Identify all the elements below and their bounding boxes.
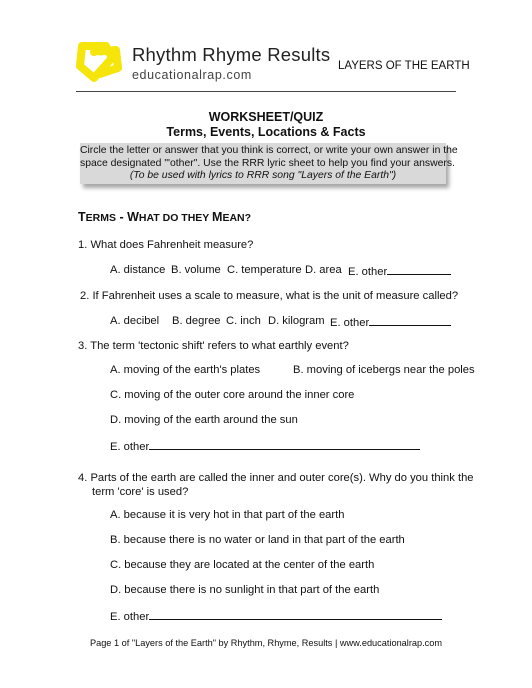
question-4-line-2: term 'core' is used? — [92, 486, 189, 498]
q1-answer-blank[interactable] — [387, 264, 451, 275]
instructions-line-2: space designated "'other". Use the RRR lyric sheet to help you find your answers. — [80, 157, 455, 169]
worksheet-subtitle: Terms, Events, Locations & Facts — [166, 125, 366, 139]
q1-option-b[interactable]: B. volume — [171, 264, 221, 276]
website: educationalrap.com — [132, 68, 252, 82]
question-2: 2. If Fahrenheit uses a scale to measure, what is the unit of measure called? — [80, 290, 459, 302]
instructions-box — [80, 143, 458, 184]
header-divider — [76, 91, 456, 92]
q2-option-d[interactable]: D. kilogram — [268, 315, 325, 327]
section-heading: TERMS - WHAT DO THEY MEAN? — [78, 210, 252, 224]
q3-option-c[interactable]: C. moving of the outer core around the inner core — [110, 389, 355, 401]
q1-option-a[interactable]: A. distance — [110, 264, 166, 276]
q4-answer-blank[interactable] — [149, 609, 442, 620]
q1-option-e[interactable]: E. other — [348, 264, 451, 278]
q2-option-c[interactable]: C. inch — [226, 315, 261, 327]
rrr-logo-icon — [72, 38, 124, 84]
question-3: 3. The term 'tectonic shift' refers to what earthly event? — [78, 340, 349, 352]
q1-option-d[interactable]: D. area — [305, 264, 342, 276]
worksheet-title: WORKSHEET/QUIZ — [208, 110, 324, 124]
q2-option-b[interactable]: B. degree — [172, 315, 221, 327]
brand-name: Rhythm Rhyme Results — [132, 44, 331, 65]
q2-option-a[interactable]: A. decibel — [110, 315, 160, 327]
q1-option-c[interactable]: C. temperature — [227, 264, 302, 276]
question-4-line-1: 4. Parts of the earth are called the inner and outer core(s). Why do you think the — [78, 472, 474, 484]
page-footer: Page 1 of "Layers of the Earth" by Rhythm, Rhyme, Results | www.educationalrap.com — [89, 638, 443, 648]
q4-option-c[interactable]: C. because they are located at the center of the earth — [110, 559, 375, 571]
q4-option-e[interactable]: E. other — [110, 609, 442, 623]
q4-option-b[interactable]: B. because there is no water or land in that part of the earth — [110, 534, 405, 546]
q4-option-d[interactable]: D. because there is no sunlight in that part of the earth — [110, 584, 380, 596]
question-1: 1. What does Fahrenheit measure? — [78, 239, 254, 251]
q3-option-d[interactable]: D. moving of the earth around the sun — [110, 414, 298, 426]
q4-option-a[interactable]: A. because it is very hot in that part of the earth — [110, 509, 345, 521]
q3-answer-blank[interactable] — [149, 439, 420, 450]
topic-label: LAYERS OF THE EARTH — [338, 60, 470, 72]
instructions-line-3: (To be used with lyrics to RRR song "Layers of the Earth") — [129, 170, 397, 181]
q3-option-e[interactable]: E. other — [110, 439, 420, 453]
q2-option-e[interactable]: E. other — [330, 315, 451, 329]
q3-option-a[interactable]: A. moving of the earth's plates — [110, 364, 261, 376]
q3-option-b[interactable]: B. moving of icebergs near the poles — [293, 364, 475, 376]
q2-answer-blank[interactable] — [369, 315, 451, 326]
instructions-line-1: Circle the letter or answer that you think is correct, or write your own answer in the — [80, 145, 458, 156]
